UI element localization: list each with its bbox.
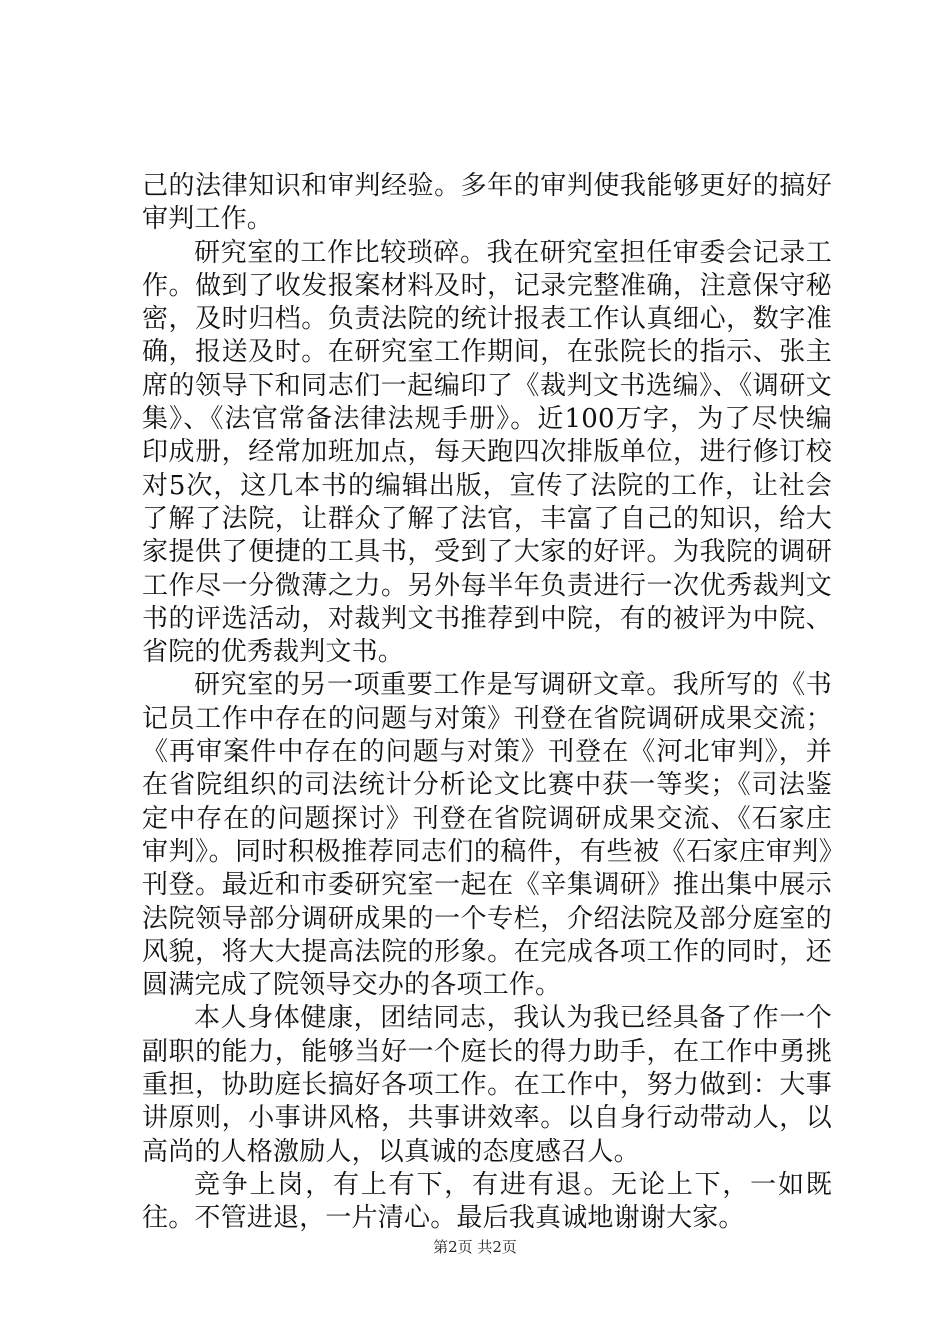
paragraph-self-assessment: 本人身体健康，团结同志，我认为我已经具备了作一个副职的能力，能够当好一个庭长的得力助手，在工作中勇挑重担，协助庭长搞好各项工作。在工作中，努力做到：大事讲原则，小事讲风格，共事讲效率。以自身行动带动人，以高尚的人格激励人，以真诚的态度感召人。 <box>142 1003 832 1167</box>
paragraph-closing: 竞争上岗，有上有下，有进有退。无论上下，一如既往。不管进退，一片清心。最后我真诚地谢谢大家。 <box>142 1169 832 1234</box>
page-number-footer: 第2页 共2页 <box>433 1238 517 1256</box>
document-body <box>142 170 832 1236</box>
paragraph-research-office-work: 研究室的工作比较琐碎。我在研究室担任审委会记录工作。做到了收发报案材料及时，记录完整准确，注意保守秘密，及时归档。负责法院的统计报表工作认真细心，数字准确，报送及时。在研究室工作期间，在张院长的指示、张主席的领导下和同志们一起编印了《裁判文书选编》、《调研文集》、《法官常备法律法规手册》。近100万字，为了尽快编印成册，经常加班加点，每天跑四次排版单位，进行修订校对5次，这几本书的编辑出版，宣传了法院的工作，让社会了解了法院，让群众了解了法官，丰富了自己的知识，给大家提供了便捷的工具书，受到了大家的好评。为我院的调研工作尽一分微薄之力。另外每半年负责进行一次优秀裁判文书的评选活动，对裁判文书推荐到中院，有的被评为中院、省院的优秀裁判文书。 <box>142 237 832 668</box>
paragraph-research-articles: 研究室的另一项重要工作是写调研文章。我所写的《书记员工作中存在的问题与对策》刊登在省院调研成果交流；《再审案件中存在的问题与对策》刊登在《河北审判》，并在省院组织的司法统计分析论文比赛中获一等奖；《司法鉴定中存在的问题探讨》刊登在省院调研成果交流、《石家庄审判》。同时积极推荐同志们的稿件，有些被《石家庄审判》刊登。最近和市委研究室一起在《辛集调研》推出集中展示法院领导部分调研成果的一个专栏，介绍法院及部分庭室的风貌，将大大提高法院的形象。在完成各项工作的同时，还圆满完成了院领导交办的各项工作。 <box>142 670 832 1001</box>
paragraph-continuation: 己的法律知识和审判经验。多年的审判使我能够更好的搞好审判工作。 <box>142 171 832 235</box>
